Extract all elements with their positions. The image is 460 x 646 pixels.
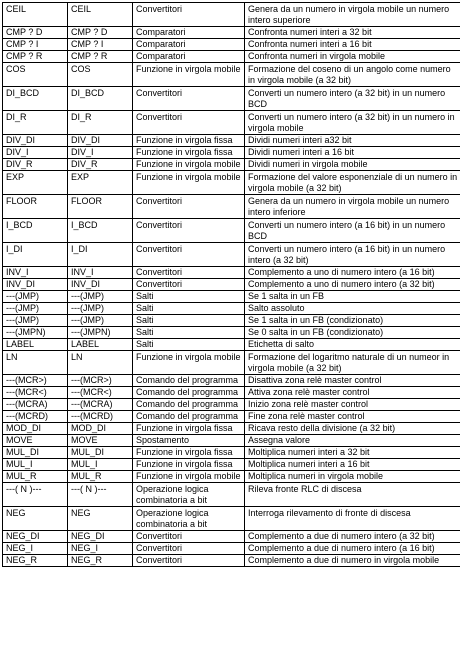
instruction-name: DIV_DI: [3, 135, 68, 147]
instruction-alias: NEG_DI: [68, 531, 133, 543]
instruction-category: Salti: [133, 315, 245, 327]
instruction-alias: ---(JMPN): [68, 327, 133, 339]
instruction-description: Complemento a due di numero in virgola mobile: [245, 555, 460, 567]
instruction-name: CEIL: [3, 3, 68, 27]
instruction-alias: NEG_R: [68, 555, 133, 567]
table-row: [3, 327, 460, 339]
instruction-description: Converti un numero intero (a 16 bit) in un numero BCD: [245, 219, 460, 243]
instruction-category: Convertitori: [133, 111, 245, 135]
instruction-description: Interroga rilevamento di fronte di discesa: [245, 507, 460, 531]
instruction-alias: MUL_DI: [68, 447, 133, 459]
instruction-alias: ---(JMP): [68, 291, 133, 303]
instruction-category: Salti: [133, 303, 245, 315]
table-row: [3, 63, 460, 87]
instruction-name: ---(JMP): [3, 303, 68, 315]
instruction-description: Etichetta di salto: [245, 339, 460, 351]
instruction-category: Spostamento: [133, 435, 245, 447]
instruction-category: Comando del programma: [133, 411, 245, 423]
table-row: [3, 279, 460, 291]
instruction-alias: ---( N )---: [68, 483, 133, 507]
instruction-category: Convertitori: [133, 267, 245, 279]
instruction-table: [2, 2, 460, 567]
instruction-name: ---(MCRA): [3, 399, 68, 411]
instruction-description: Dividi numeri interi a 16 bit: [245, 147, 460, 159]
instruction-alias: ---(MCR<): [68, 387, 133, 399]
instruction-category: Convertitori: [133, 543, 245, 555]
instruction-alias: EXP: [68, 171, 133, 195]
instruction-category: Funzione in virgola mobile: [133, 171, 245, 195]
table-row: [3, 351, 460, 375]
instruction-name: ---(JMP): [3, 291, 68, 303]
table-row: [3, 219, 460, 243]
table-row: [3, 339, 460, 351]
instruction-category: Comparatori: [133, 51, 245, 63]
table-row: [3, 423, 460, 435]
instruction-alias: DIV_I: [68, 147, 133, 159]
instruction-name: DIV_I: [3, 147, 68, 159]
instruction-description: Se 1 salta in un FB: [245, 291, 460, 303]
table-row: [3, 171, 460, 195]
instruction-alias: DI_R: [68, 111, 133, 135]
instruction-category: Comando del programma: [133, 399, 245, 411]
instruction-alias: ---(MCRD): [68, 411, 133, 423]
instruction-description: Complemento a due di numero intero (a 32 bit): [245, 531, 460, 543]
instruction-category: Funzione in virgola fissa: [133, 135, 245, 147]
instruction-name: INV_DI: [3, 279, 68, 291]
instruction-name: COS: [3, 63, 68, 87]
instruction-category: Salti: [133, 327, 245, 339]
instruction-description: Se 1 salta in un FB (condizionato): [245, 315, 460, 327]
table-row: [3, 507, 460, 531]
instruction-description: Moltiplica numeri interi a 16 bit: [245, 459, 460, 471]
instruction-name: MUL_I: [3, 459, 68, 471]
instruction-alias: FLOOR: [68, 195, 133, 219]
instruction-category: Comando del programma: [133, 375, 245, 387]
instruction-category: Comparatori: [133, 27, 245, 39]
instruction-category: Funzione in virgola mobile: [133, 63, 245, 87]
instruction-alias: MOD_DI: [68, 423, 133, 435]
instruction-name: DI_R: [3, 111, 68, 135]
instruction-description: Genera da un numero in virgola mobile un numero intero inferiore: [245, 195, 460, 219]
table-row: [3, 195, 460, 219]
instruction-description: Attiva zona relè master control: [245, 387, 460, 399]
table-row: [3, 303, 460, 315]
instruction-description: Moltiplica numeri in virgola mobile: [245, 471, 460, 483]
instruction-description: Moltiplica numeri interi a 32 bit: [245, 447, 460, 459]
instruction-category: Salti: [133, 339, 245, 351]
instruction-name: NEG: [3, 507, 68, 531]
instruction-description: Confronta numeri in virgola mobile: [245, 51, 460, 63]
instruction-description: Fine zona relè master control: [245, 411, 460, 423]
instruction-name: MUL_R: [3, 471, 68, 483]
table-row: [3, 459, 460, 471]
table-row: [3, 375, 460, 387]
instruction-name: ---(MCRD): [3, 411, 68, 423]
instruction-category: Funzione in virgola fissa: [133, 423, 245, 435]
table-row: [3, 267, 460, 279]
instruction-alias: ---(MCR>): [68, 375, 133, 387]
instruction-category: Convertitori: [133, 555, 245, 567]
instruction-category: Funzione in virgola fissa: [133, 447, 245, 459]
instruction-description: Complemento a due di numero intero (a 16 bit): [245, 543, 460, 555]
instruction-alias: CEIL: [68, 3, 133, 27]
instruction-alias: CMP ? I: [68, 39, 133, 51]
instruction-alias: LN: [68, 351, 133, 375]
instruction-name: MOD_DI: [3, 423, 68, 435]
instruction-alias: INV_I: [68, 267, 133, 279]
instruction-name: DIV_R: [3, 159, 68, 171]
table-row: [3, 387, 460, 399]
instruction-alias: NEG_I: [68, 543, 133, 555]
instruction-description: Salto assoluto: [245, 303, 460, 315]
instruction-alias: ---(MCRA): [68, 399, 133, 411]
instruction-name: ---(JMPN): [3, 327, 68, 339]
instruction-description: Converti un numero intero (a 32 bit) in un numero BCD: [245, 87, 460, 111]
instruction-name: EXP: [3, 171, 68, 195]
instruction-category: Convertitori: [133, 219, 245, 243]
instruction-description: Dividi numeri in virgola mobile: [245, 159, 460, 171]
instruction-description: Se 0 salta in un FB (condizionato): [245, 327, 460, 339]
instruction-name: NEG_DI: [3, 531, 68, 543]
instruction-description: Assegna valore: [245, 435, 460, 447]
instruction-category: Convertitori: [133, 87, 245, 111]
instruction-name: ---(MCR<): [3, 387, 68, 399]
instruction-category: Convertitori: [133, 279, 245, 291]
instruction-alias: MUL_R: [68, 471, 133, 483]
instruction-name: MOVE: [3, 435, 68, 447]
instruction-category: Funzione in virgola mobile: [133, 159, 245, 171]
instruction-description: Ricava resto della divisione (a 32 bit): [245, 423, 460, 435]
instruction-description: Genera da un numero in virgola mobile un numero intero superiore: [245, 3, 460, 27]
instruction-description: Dividi numeri interi a32 bit: [245, 135, 460, 147]
table-row: [3, 147, 460, 159]
table-row: [3, 543, 460, 555]
instruction-name: ---( N )---: [3, 483, 68, 507]
instruction-alias: I_DI: [68, 243, 133, 267]
instruction-name: I_BCD: [3, 219, 68, 243]
instruction-alias: DIV_R: [68, 159, 133, 171]
instruction-category: Funzione in virgola fissa: [133, 459, 245, 471]
table-row: [3, 243, 460, 267]
instruction-alias: ---(JMP): [68, 315, 133, 327]
instruction-description: Converti un numero intero (a 16 bit) in un numero intero (a 32 bit): [245, 243, 460, 267]
instruction-alias: ---(JMP): [68, 303, 133, 315]
table-row: [3, 291, 460, 303]
instruction-category: Salti: [133, 291, 245, 303]
instruction-name: LN: [3, 351, 68, 375]
instruction-description: Disattiva zona relè master control: [245, 375, 460, 387]
instruction-name: ---(JMP): [3, 315, 68, 327]
table-row: [3, 447, 460, 459]
instruction-description: Formazione del logaritmo naturale di un numeor in virgola mobile (a 32 bit): [245, 351, 460, 375]
instruction-description: Confronta numeri interi a 16 bit: [245, 39, 460, 51]
table-row: [3, 555, 460, 567]
table-row: [3, 483, 460, 507]
instruction-name: CMP ? I: [3, 39, 68, 51]
instruction-alias: DI_BCD: [68, 87, 133, 111]
instruction-category: Comparatori: [133, 39, 245, 51]
table-row: [3, 27, 460, 39]
instruction-name: I_DI: [3, 243, 68, 267]
table-row: [3, 51, 460, 63]
table-row: [3, 411, 460, 423]
instruction-name: MUL_DI: [3, 447, 68, 459]
instruction-description: Converti un numero intero (a 32 bit) in un numero in virgola mobile: [245, 111, 460, 135]
table-row: [3, 111, 460, 135]
instruction-alias: CMP ? D: [68, 27, 133, 39]
instruction-description: Formazione del coseno di un angolo come numero in virgola mobile (a 32 bit): [245, 63, 460, 87]
instruction-name: CMP ? R: [3, 51, 68, 63]
table-row: [3, 159, 460, 171]
instruction-alias: MOVE: [68, 435, 133, 447]
instruction-alias: CMP ? R: [68, 51, 133, 63]
table-row: [3, 3, 460, 27]
table-row: [3, 87, 460, 111]
instruction-name: LABEL: [3, 339, 68, 351]
table-row: [3, 531, 460, 543]
instruction-category: Funzione in virgola mobile: [133, 351, 245, 375]
instruction-name: FLOOR: [3, 195, 68, 219]
instruction-description: Rileva fronte RLC di discesa: [245, 483, 460, 507]
instruction-category: Convertitori: [133, 195, 245, 219]
instruction-alias: NEG: [68, 507, 133, 531]
instruction-name: NEG_I: [3, 543, 68, 555]
instruction-alias: INV_DI: [68, 279, 133, 291]
instruction-alias: MUL_I: [68, 459, 133, 471]
instruction-description: Complemento a uno di numero intero (a 32 bit): [245, 279, 460, 291]
instruction-category: Convertitori: [133, 531, 245, 543]
table-row: [3, 471, 460, 483]
instruction-name: ---(MCR>): [3, 375, 68, 387]
table-row: [3, 399, 460, 411]
instruction-description: Confronta numeri interi a 32 bit: [245, 27, 460, 39]
instruction-name: DI_BCD: [3, 87, 68, 111]
instruction-description: Inizio zona relè master control: [245, 399, 460, 411]
instruction-category: Convertitori: [133, 3, 245, 27]
table-row: [3, 135, 460, 147]
instruction-description: Formazione del valore esponenziale di un numero in virgola mobile (a 32 bit): [245, 171, 460, 195]
instruction-category: Operazione logica combinatoria a bit: [133, 507, 245, 531]
instruction-name: INV_I: [3, 267, 68, 279]
table-row: [3, 315, 460, 327]
instruction-name: CMP ? D: [3, 27, 68, 39]
instruction-category: Funzione in virgola fissa: [133, 147, 245, 159]
instruction-description: Complemento a uno di numero intero (a 16 bit): [245, 267, 460, 279]
instruction-table-body: [3, 3, 460, 567]
table-row: [3, 39, 460, 51]
instruction-alias: DIV_DI: [68, 135, 133, 147]
instruction-name: NEG_R: [3, 555, 68, 567]
instruction-category: Funzione in virgola mobile: [133, 471, 245, 483]
table-row: [3, 435, 460, 447]
instruction-category: Convertitori: [133, 243, 245, 267]
instruction-category: Comando del programma: [133, 387, 245, 399]
instruction-category: Operazione logica combinatoria a bit: [133, 483, 245, 507]
instruction-alias: LABEL: [68, 339, 133, 351]
instruction-alias: I_BCD: [68, 219, 133, 243]
instruction-alias: COS: [68, 63, 133, 87]
